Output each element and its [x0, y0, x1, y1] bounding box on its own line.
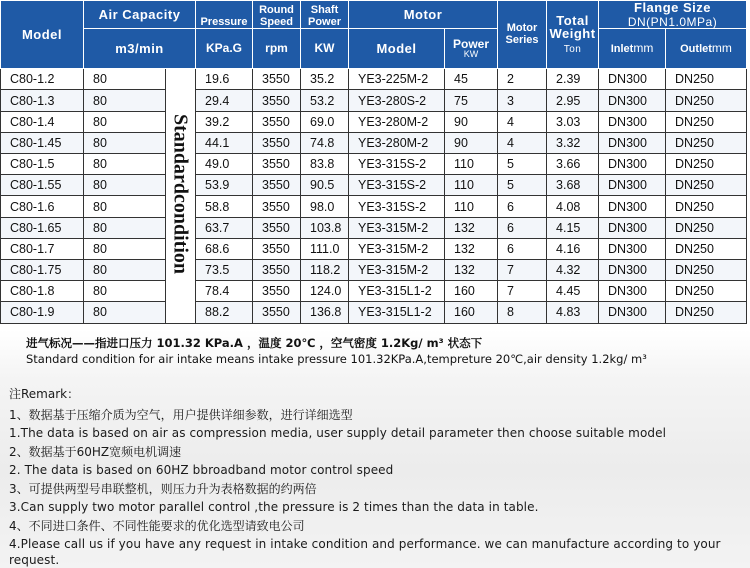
- cell-outlet: DN250: [666, 111, 747, 132]
- cell-model: C80-1.65: [1, 217, 84, 238]
- header-outlet-label: Outlet: [680, 43, 712, 55]
- cell-total-weight: 4.08: [547, 196, 599, 217]
- cell-motor-model: YE3-315S-2: [349, 175, 445, 196]
- cell-pressure: 58.8: [196, 196, 253, 217]
- cell-outlet: DN250: [666, 69, 747, 90]
- header-outlet-unit: mm: [711, 41, 732, 55]
- remark-item: 3、可提供两型号串联整机，则压力升为表格数据的约两倍: [9, 481, 317, 496]
- header-shaft-power-line2: Power: [307, 15, 341, 28]
- cell-shaft-power: 124.0: [301, 281, 349, 302]
- cell-air-capacity: 80: [84, 217, 166, 238]
- cell-shaft-power: 136.8: [301, 302, 349, 323]
- cell-inlet: DN300: [599, 281, 666, 302]
- cell-round-speed: 3550: [253, 69, 301, 90]
- cell-inlet: DN300: [599, 111, 666, 132]
- cell-motor-power: 132: [445, 238, 498, 259]
- cell-total-weight: 4.83: [547, 302, 599, 323]
- cell-total-weight: 4.16: [547, 238, 599, 259]
- cell-round-speed: 3550: [253, 281, 301, 302]
- cell-model: C80-1.9: [1, 302, 84, 323]
- cell-air-capacity: 80: [84, 90, 166, 111]
- cell-motor-power: 75: [445, 90, 498, 111]
- header-round-speed-unit: rpm: [253, 29, 301, 69]
- cell-round-speed: 3550: [253, 196, 301, 217]
- header-total-weight-line2: Weight: [549, 26, 596, 42]
- header-motor-series-line1: Motor: [506, 22, 538, 35]
- cell-pressure: 19.6: [196, 69, 253, 90]
- table-row: [1, 281, 747, 302]
- header-inlet: [599, 29, 666, 69]
- cell-shaft-power: 69.0: [301, 111, 349, 132]
- cell-motor-series: 5: [498, 175, 547, 196]
- cell-shaft-power: 90.5: [301, 175, 349, 196]
- cell-model: C80-1.2: [1, 69, 84, 90]
- cell-motor-power: 45: [445, 69, 498, 90]
- cell-round-speed: 3550: [253, 175, 301, 196]
- cell-motor-model: YE3-315S-2: [349, 154, 445, 175]
- cell-pressure: 49.0: [196, 154, 253, 175]
- cell-model: C80-1.3: [1, 90, 84, 111]
- header-motor-power-label: Power: [453, 37, 490, 52]
- cell-air-capacity: 80: [84, 281, 166, 302]
- cell-model: C80-1.4: [1, 111, 84, 132]
- cell-air-capacity: 80: [84, 69, 166, 90]
- cell-pressure: 63.7: [196, 217, 253, 238]
- cell-outlet: DN250: [666, 154, 747, 175]
- cell-total-weight: 4.32: [547, 259, 599, 280]
- header-motor-series-line2: Series: [505, 33, 539, 46]
- standard-condition-note-cn: 进气标况——指进口压力 101.32 KPa.A ，温度 20℃ ，空气密度 1.2Kg/ m³ 状态下: [26, 336, 483, 350]
- table-row: [1, 69, 747, 90]
- cell-motor-model: YE3-315L1-2: [349, 302, 445, 323]
- cell-pressure: 68.6: [196, 238, 253, 259]
- cell-model: C80-1.6: [1, 196, 84, 217]
- cell-motor-series: 2: [498, 69, 547, 90]
- remark-item: 4、不同进口条件、不同性能要求的优化选型请致电公司: [9, 518, 305, 533]
- cell-round-speed: 3550: [253, 132, 301, 153]
- header-round-speed-line2: Speed: [259, 15, 293, 28]
- cell-pressure: 88.2: [196, 302, 253, 323]
- cell-motor-power: 110: [445, 196, 498, 217]
- cell-inlet: DN300: [599, 132, 666, 153]
- standard-condition-word: condition: [169, 194, 192, 275]
- cell-inlet: DN300: [599, 196, 666, 217]
- header-model: Model: [1, 1, 84, 69]
- header-shaft-power-line1: Shaft: [310, 4, 339, 17]
- remark-item: 2. The data is based on 60HZ bbroadband motor control speed: [9, 463, 394, 477]
- header-motor-power: [445, 29, 498, 69]
- cell-model: C80-1.5: [1, 154, 84, 175]
- cell-shaft-power: 111.0: [301, 238, 349, 259]
- cell-total-weight: 4.15: [547, 217, 599, 238]
- header-total-weight-unit: Ton: [563, 44, 582, 56]
- cell-total-weight: 4.45: [547, 281, 599, 302]
- table-row: [1, 302, 747, 323]
- cell-motor-power: 110: [445, 175, 498, 196]
- spec-table-body: [1, 69, 747, 323]
- cell-pressure: 78.4: [196, 281, 253, 302]
- standard-condition-cell: [166, 69, 196, 323]
- cell-round-speed: 3550: [253, 302, 301, 323]
- cell-total-weight: 3.68: [547, 175, 599, 196]
- header-round-speed: [253, 1, 301, 29]
- cell-inlet: DN300: [599, 90, 666, 111]
- standard-condition-word: Standard: [169, 114, 192, 195]
- cell-motor-power: 160: [445, 302, 498, 323]
- table-row: [1, 90, 747, 111]
- cell-motor-power: 90: [445, 132, 498, 153]
- cell-motor-series: 7: [498, 259, 547, 280]
- cell-motor-series: 7: [498, 281, 547, 302]
- cell-motor-model: YE3-315M-2: [349, 259, 445, 280]
- header-flange-spec: DN(PN1.0MPa): [627, 14, 718, 29]
- cell-outlet: DN250: [666, 132, 747, 153]
- cell-total-weight: 2.95: [547, 90, 599, 111]
- table-row: [1, 259, 747, 280]
- cell-motor-power: 132: [445, 259, 498, 280]
- header-pressure-unit: KPa.G: [196, 29, 253, 69]
- cell-outlet: DN250: [666, 238, 747, 259]
- header-air-capacity: Air Capacity: [84, 1, 196, 29]
- cell-motor-series: 6: [498, 217, 547, 238]
- cell-outlet: DN250: [666, 281, 747, 302]
- cell-round-speed: 3550: [253, 154, 301, 175]
- cell-model: C80-1.45: [1, 132, 84, 153]
- cell-round-speed: 3550: [253, 90, 301, 111]
- cell-shaft-power: 98.0: [301, 196, 349, 217]
- cell-outlet: DN250: [666, 90, 747, 111]
- header-inlet-label: Inlet: [610, 43, 634, 55]
- cell-air-capacity: 80: [84, 132, 166, 153]
- cell-air-capacity: 80: [84, 175, 166, 196]
- cell-shaft-power: 83.8: [301, 154, 349, 175]
- cell-shaft-power: 35.2: [301, 69, 349, 90]
- cell-pressure: 53.9: [196, 175, 253, 196]
- cell-outlet: DN250: [666, 302, 747, 323]
- cell-motor-series: 6: [498, 196, 547, 217]
- header-air-capacity-unit: m3/min: [84, 29, 196, 69]
- cell-model: C80-1.55: [1, 175, 84, 196]
- header-flange-size: [599, 1, 747, 29]
- cell-round-speed: 3550: [253, 259, 301, 280]
- cell-air-capacity: 80: [84, 111, 166, 132]
- header-motor-series: [498, 1, 547, 69]
- cell-pressure: 73.5: [196, 259, 253, 280]
- remarks: [9, 385, 744, 568]
- remark-title: 注Remark：: [9, 387, 80, 401]
- table-row: [1, 196, 747, 217]
- cell-motor-model: YE3-225M-2: [349, 69, 445, 90]
- cell-total-weight: 3.32: [547, 132, 599, 153]
- header-motor: Motor: [349, 1, 498, 29]
- header-pressure: Pressure: [196, 1, 253, 29]
- header-total-weight-line1: Total: [556, 12, 589, 28]
- cell-outlet: DN250: [666, 217, 747, 238]
- header-round-speed-line1: Round: [259, 4, 294, 17]
- cell-outlet: DN250: [666, 175, 747, 196]
- cell-motor-model: YE3-280M-2: [349, 111, 445, 132]
- table-row: [1, 132, 747, 153]
- cell-motor-series: 6: [498, 238, 547, 259]
- remark-item: 4.Please call us if you have any request in intake condition and performance. we can manufacture according to your request.: [9, 537, 721, 567]
- cell-air-capacity: 80: [84, 196, 166, 217]
- cell-pressure: 39.2: [196, 111, 253, 132]
- cell-air-capacity: 80: [84, 238, 166, 259]
- cell-shaft-power: 103.8: [301, 217, 349, 238]
- cell-air-capacity: 80: [84, 259, 166, 280]
- cell-pressure: 44.1: [196, 132, 253, 153]
- cell-motor-model: YE3-280S-2: [349, 90, 445, 111]
- standard-condition-label: [171, 114, 191, 274]
- table-row: [1, 175, 747, 196]
- cell-model: C80-1.7: [1, 238, 84, 259]
- cell-shaft-power: 74.8: [301, 132, 349, 153]
- table-row: [1, 111, 747, 132]
- header-outlet: [666, 29, 747, 69]
- cell-inlet: DN300: [599, 154, 666, 175]
- cell-inlet: DN300: [599, 238, 666, 259]
- cell-outlet: DN250: [666, 259, 747, 280]
- remark-item: 1.The data is based on air as compression media, user supply detail parameter then choose suitable model: [9, 426, 667, 440]
- cell-model: C80-1.8: [1, 281, 84, 302]
- cell-shaft-power: 53.2: [301, 90, 349, 111]
- cell-inlet: DN300: [599, 302, 666, 323]
- cell-total-weight: 3.03: [547, 111, 599, 132]
- table-row: [1, 238, 747, 259]
- header-shaft-power-unit: KW: [301, 29, 349, 69]
- cell-round-speed: 3550: [253, 111, 301, 132]
- cell-motor-model: YE3-315M-2: [349, 217, 445, 238]
- cell-motor-series: 5: [498, 154, 547, 175]
- cell-motor-power: 90: [445, 111, 498, 132]
- cell-inlet: DN300: [599, 175, 666, 196]
- cell-round-speed: 3550: [253, 217, 301, 238]
- cell-total-weight: 2.39: [547, 69, 599, 90]
- cell-air-capacity: 80: [84, 302, 166, 323]
- cell-motor-model: YE3-315S-2: [349, 196, 445, 217]
- cell-motor-power: 110: [445, 154, 498, 175]
- cell-inlet: DN300: [599, 69, 666, 90]
- cell-pressure: 29.4: [196, 90, 253, 111]
- table-row: [1, 154, 747, 175]
- cell-motor-series: 4: [498, 132, 547, 153]
- header-inlet-unit: mm: [633, 41, 654, 55]
- cell-inlet: DN300: [599, 259, 666, 280]
- cell-motor-model: YE3-315M-2: [349, 238, 445, 259]
- cell-motor-series: 8: [498, 302, 547, 323]
- cell-shaft-power: 118.2: [301, 259, 349, 280]
- cell-motor-series: 4: [498, 111, 547, 132]
- header-motor-power-unit: KW: [463, 48, 479, 59]
- cell-outlet: DN250: [666, 196, 747, 217]
- header-shaft-power: [301, 1, 349, 29]
- cell-motor-series: 3: [498, 90, 547, 111]
- remark-item: 3.Can supply two motor parallel control ,the pressure is 2 times than the data in table.: [9, 500, 539, 514]
- standard-condition-note-en: Standard condition for air intake means intake pressure 101.32KPa.A,tempreture 20℃,air density 1.2kg/ m³: [26, 352, 647, 366]
- header-motor-model: Model: [349, 29, 445, 69]
- cell-motor-model: YE3-315L1-2: [349, 281, 445, 302]
- remark-item: 2、数据基于60HZ宽频电机调速: [9, 444, 182, 459]
- cell-motor-model: YE3-280M-2: [349, 132, 445, 153]
- cell-motor-power: 160: [445, 281, 498, 302]
- table-row: [1, 217, 747, 238]
- cell-model: C80-1.75: [1, 259, 84, 280]
- cell-inlet: DN300: [599, 217, 666, 238]
- cell-round-speed: 3550: [253, 238, 301, 259]
- header-total-weight: [547, 1, 599, 69]
- header-flange-size-title: Flange Size: [634, 0, 712, 15]
- remark-item: 1、数据基于压缩介质为空气，用户提供详细参数，进行详细选型: [9, 407, 353, 422]
- cell-total-weight: 3.66: [547, 154, 599, 175]
- cell-air-capacity: 80: [84, 154, 166, 175]
- cell-motor-power: 132: [445, 217, 498, 238]
